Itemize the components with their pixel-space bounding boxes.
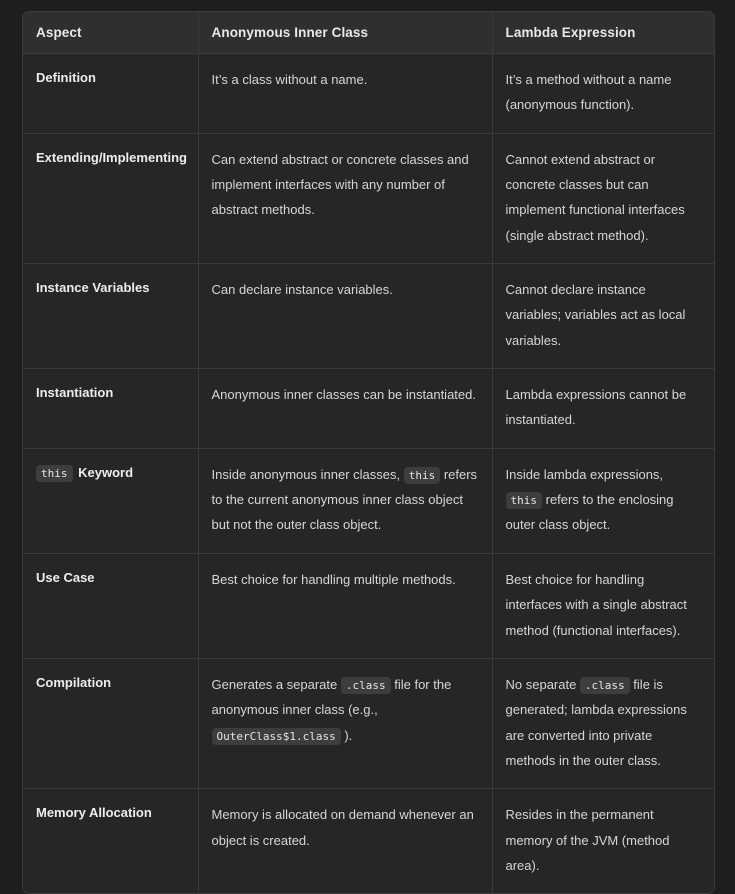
cell-aspect: Memory Allocation — [23, 789, 198, 894]
comparison-table — [23, 12, 714, 893]
cell-anonymous-inner-class: It’s a class without a name. — [198, 54, 492, 134]
cell-lambda-expression: Inside lambda expressions, this refers to the enclosing outer class object. — [492, 448, 714, 553]
table-row — [23, 789, 714, 894]
cell-anonymous-inner-class: Best choice for handling multiple methods. — [198, 553, 492, 658]
table-row — [23, 369, 714, 449]
table-row — [23, 553, 714, 658]
table-body — [23, 54, 714, 894]
cell-lambda-expression: No separate .class file is generated; lambda expressions are converted into private methods in the outer class. — [492, 658, 714, 788]
inline-code: this — [404, 467, 441, 484]
cell-lambda-expression: It’s a method without a name (anonymous function). — [492, 54, 714, 134]
cell-anonymous-inner-class: Anonymous inner classes can be instantiated. — [198, 369, 492, 449]
table-header-row — [23, 12, 714, 54]
cell-aspect: Extending/Implementing — [23, 133, 198, 263]
inline-code: this — [36, 465, 73, 482]
comparison-table-container — [22, 11, 715, 894]
cell-anonymous-inner-class: Can declare instance variables. — [198, 264, 492, 369]
table-row — [23, 264, 714, 369]
table-row — [23, 54, 714, 134]
cell-lambda-expression: Cannot declare instance variables; variables act as local variables. — [492, 264, 714, 369]
cell-lambda-expression: Resides in the permanent memory of the JVM (method area). — [492, 789, 714, 894]
cell-lambda-expression: Best choice for handling interfaces with a single abstract method (functional interfaces). — [492, 553, 714, 658]
cell-anonymous-inner-class: Generates a separate .class file for the anonymous inner class (e.g., OuterClass$1.class ). — [198, 658, 492, 788]
column-header-aspect: Aspect — [23, 12, 198, 54]
inline-code: .class — [341, 677, 391, 694]
cell-aspect: Use Case — [23, 553, 198, 658]
table-row — [23, 448, 714, 553]
cell-anonymous-inner-class: Inside anonymous inner classes, this refers to the current anonymous inner class object but not the outer class object. — [198, 448, 492, 553]
table-row — [23, 658, 714, 788]
cell-aspect: this Keyword — [23, 448, 198, 553]
inline-code: OuterClass$1.class — [212, 728, 341, 745]
cell-lambda-expression: Lambda expressions cannot be instantiated. — [492, 369, 714, 449]
cell-aspect: Definition — [23, 54, 198, 134]
cell-aspect: Instance Variables — [23, 264, 198, 369]
cell-aspect: Compilation — [23, 658, 198, 788]
inline-code: .class — [580, 677, 630, 694]
column-header-anonymous-inner-class: Anonymous Inner Class — [198, 12, 492, 54]
cell-anonymous-inner-class: Can extend abstract or concrete classes and implement interfaces with any number of abstract methods. — [198, 133, 492, 263]
cell-anonymous-inner-class: Memory is allocated on demand whenever an object is created. — [198, 789, 492, 894]
column-header-lambda-expression: Lambda Expression — [492, 12, 714, 54]
table-row — [23, 133, 714, 263]
inline-code: this — [506, 492, 543, 509]
table-header — [23, 12, 714, 54]
cell-aspect: Instantiation — [23, 369, 198, 449]
cell-lambda-expression: Cannot extend abstract or concrete classes but can implement functional interfaces (single abstract method). — [492, 133, 714, 263]
